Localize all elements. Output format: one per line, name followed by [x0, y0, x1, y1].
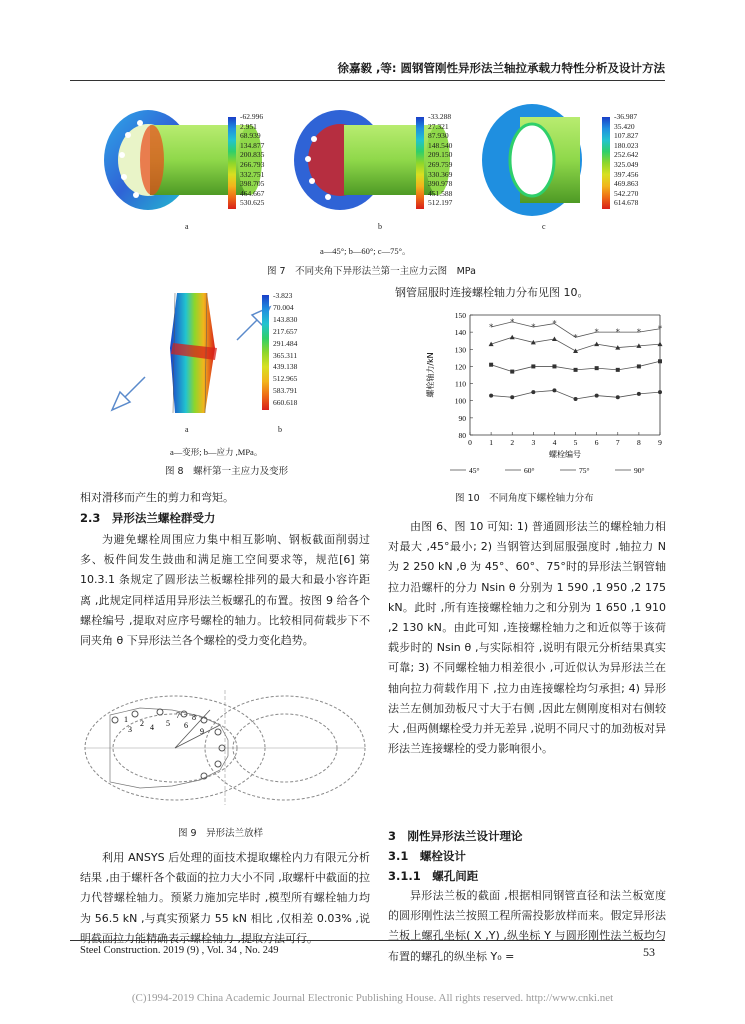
x-tick-label: 0: [468, 438, 472, 447]
y-axis-label: 螺栓轴力/kN: [426, 352, 435, 398]
y-tick-label: 100: [454, 396, 466, 406]
data-point: *: [636, 328, 641, 338]
data-point: [531, 364, 535, 368]
legend-value: 266.793: [240, 159, 265, 169]
data-point: [595, 394, 599, 398]
legend-value: 2.951: [240, 121, 257, 131]
data-point: [594, 342, 599, 347]
x-tick-label: 1: [489, 438, 493, 447]
x-axis-label: 螺栓编号: [549, 450, 581, 459]
fig8-colorbar: [262, 295, 269, 410]
paragraph-conclusion: 由图 6、图 10 可知: 1) 普通圆形法兰的螺栓轴力相对最大 ,45°最小; 2) 当钢管达到屈服强度时 ,轴拉力 N 为 2 250 kN ,θ 为 45°、60°、75°时的异形法兰钢管轴拉力沿螺杆的分力 Nsin θ 分别为 1 590 ,1 950 ,2 175 kN。此时 ,所有连接螺栓轴力之和分别为 1 650 ,1 910 ,2 130 kN。由此可知 ,连接螺栓轴力之和近似等于该荷载步时的 Nsin θ ,与实际相符 ,说明有限元分析结果真实可靠; 3) 不同螺栓轴力相差很小 ,可近似认为异形法兰在轴向拉力荷载作用下 ,拉力由连接螺栓均匀承担; 4) 异形法兰左侧加劲板尺寸大于右侧 ,因此左侧刚度相对右侧较大 ,但两侧螺栓受力并无差异 ,说明不同尺寸的加劲板对异形法兰连接螺栓的受力影响很小。: [388, 520, 666, 756]
data-point: [510, 370, 514, 374]
legend-value: 252.642: [614, 150, 639, 160]
fig9-bolt-number: 2: [140, 719, 144, 728]
data-point: *: [658, 324, 662, 334]
legend-value: 107.827: [614, 131, 639, 141]
fig7c-legend: [614, 112, 638, 208]
y-tick-label: 110: [455, 379, 466, 389]
fig7-sublabel-b: b: [378, 222, 382, 231]
x-tick-label: 9: [658, 438, 662, 447]
figure-7: [100, 95, 660, 270]
data-point: [510, 335, 515, 340]
fig9-bolt-number: 5: [166, 719, 170, 728]
fig9-bolt-number: 1: [124, 715, 128, 724]
copyright-watermark: (C)1994-2019 China Academic Journal Electronic Publishing House. All rights reserved. http://www.cnki.net: [131, 992, 614, 1004]
legend-value: 325.049: [614, 159, 639, 169]
fig9-bolt-number: 9: [200, 727, 204, 736]
data-point: [595, 366, 599, 370]
legend-value: 583.791: [273, 386, 298, 396]
legend-value: 451.588: [428, 188, 453, 198]
legend-value: 439.138: [273, 362, 298, 372]
fig7c-colorbar: [602, 117, 610, 209]
fig10-caption: 图 10 不同角度下螺栓轴力分布: [455, 493, 594, 504]
section-3-1-heading: 3.1 螺栓设计: [388, 849, 466, 863]
y-tick-label: 150: [454, 311, 466, 320]
data-point: *: [594, 328, 599, 338]
legend-value: 330.369: [428, 169, 453, 179]
fig9-bolt-number: 3: [128, 725, 132, 734]
legend-value: 614.678: [614, 198, 639, 208]
data-point: [637, 392, 641, 396]
paragraph-shear: 相对滑移而产生的剪力和弯矩。: [80, 491, 234, 504]
header-rule: [70, 80, 665, 81]
data-point: [616, 395, 620, 399]
legend-value: 512.197: [428, 198, 453, 208]
y-tick-label: 90: [458, 413, 466, 423]
fig7a-legend: [240, 112, 264, 208]
data-point: [658, 359, 662, 363]
data-point: [489, 363, 493, 367]
y-tick-label: 130: [454, 345, 466, 355]
fig8-note: a—变形; b—应力 ,MPa。: [170, 447, 263, 457]
fig7b-legend: [428, 112, 452, 208]
data-point: [574, 368, 578, 372]
fig7-sublabel-a: a: [185, 222, 189, 231]
data-point: *: [552, 319, 557, 329]
y-tick-label: 140: [454, 328, 466, 338]
fig8-legend: [273, 290, 297, 409]
data-point: [637, 364, 641, 368]
legend-label: 90°: [634, 466, 645, 475]
fig7-caption: 图 7 不同夹角下异形法兰第一主应力云图 MPa: [267, 266, 476, 277]
y-tick-label: 80: [458, 431, 466, 440]
x-tick-label: 3: [531, 438, 536, 447]
section-2-3-heading: 2.3 异形法兰螺栓群受力: [80, 511, 216, 525]
section-3-1-1-heading: 3.1.1 螺孔间距: [388, 869, 479, 883]
paragraph-ansys: 利用 ANSYS 后处理的面技术提取螺栓内力有限元分析结果 ,由于螺杆各个截面的拉力大小不同 ,取螺杆中截面的拉力代替螺栓轴力。预紧力施加完毕时 ,模型所有螺栓轴力均为 56.5 kN ,与真实预紧力 55 kN 相比 ,仅相差 0.03% ,说明截面拉力能精确表示螺栓轴力 ,提取方法可行。: [80, 851, 370, 945]
legend-value: 397.456: [614, 169, 639, 179]
data-point: [489, 394, 493, 398]
figure-7-graphics: [100, 95, 660, 225]
data-point: [552, 337, 557, 342]
fig9-bolt-number: 7: [176, 711, 180, 720]
fig7c-model: [482, 104, 582, 216]
footer-rule: [70, 940, 665, 941]
legend-value: 398.705: [240, 179, 265, 189]
legend-value: 469.863: [614, 179, 639, 189]
legend-value: 365.311: [273, 350, 298, 360]
legend-value: -62.996: [240, 112, 264, 121]
legend-value: 542.270: [614, 188, 639, 198]
data-point: *: [510, 317, 515, 327]
x-tick-label: 7: [615, 438, 620, 447]
fig9-bolt-number: 8: [192, 713, 196, 722]
data-point: *: [531, 323, 536, 332]
figure-9-graphics: [80, 690, 370, 805]
x-tick-label: 2: [510, 438, 515, 447]
data-point: [658, 390, 662, 394]
y-tick-label: 120: [454, 362, 466, 372]
legend-value: 35.420: [614, 121, 635, 131]
legend-value: 660.618: [273, 398, 298, 408]
figure-8-graphics: [135, 288, 245, 418]
legend-value: 148.540: [428, 140, 453, 150]
legend-label: 75°: [579, 466, 590, 475]
fig7a-colorbar: [228, 117, 236, 209]
page-number: 53: [643, 945, 655, 959]
fig8-sublabel-a: a: [185, 425, 189, 434]
fig8-caption: 图 8 螺杆第一主应力及变形: [165, 466, 289, 477]
data-point: [574, 397, 578, 401]
legend-value: 291.484: [273, 338, 298, 348]
fig7a-model: [104, 110, 265, 210]
data-point: *: [489, 323, 494, 332]
legend-value: -36.987: [614, 112, 638, 121]
data-point: *: [573, 333, 578, 343]
legend-value: 180.023: [614, 140, 639, 150]
section-3-heading: 3 刚性异形法兰设计理论: [388, 829, 523, 843]
legend-value: 530.625: [240, 198, 265, 208]
legend-value: 87.930: [428, 131, 449, 141]
fig9-bolt-number: 4: [150, 723, 154, 732]
data-point: [552, 388, 556, 392]
legend-value: 332.751: [240, 169, 265, 179]
x-tick-label: 6: [594, 438, 599, 447]
fig7-sublabel-c: c: [542, 222, 546, 231]
paragraph-bolt-group: 为避免螺栓周围应力集中相互影响、钢板截面削弱过多、板件间发生鼓曲和满足施工空间要求等，规范[6] 第 10.3.1 条规定了圆形法兰板螺栓排列的最大和最小容许距离 ,此规定同样适用异形法兰板螺孔的布置。按图 9 给各个螺栓编号 ,提取对应序号螺栓的轴力。比较相同荷载步下不同夹角 θ 下异形法兰各个螺栓的受力变化趋势。: [80, 533, 370, 648]
figure-10-chart: [415, 305, 685, 475]
legend-value: 209.150: [428, 150, 453, 160]
legend-value: 464.667: [240, 188, 265, 198]
data-point: [616, 368, 620, 372]
legend-value: 68.939: [240, 131, 261, 141]
running-header: 徐嘉毅 ,等: 圆钢管刚性异形法兰轴拉承载力特性分析及设计方法: [337, 61, 665, 75]
legend-value: 390.978: [428, 179, 453, 189]
legend-value: 134.877: [240, 140, 265, 150]
x-tick-label: 5: [573, 438, 578, 447]
fig7-note: a—45°; b—60°; c—75°。: [320, 246, 411, 256]
legend-value: 70.004: [273, 302, 294, 312]
fig7b-colorbar: [416, 117, 424, 209]
legend-value: 217.657: [273, 326, 298, 336]
fig9-caption: 图 9 异形法兰放样: [178, 828, 264, 839]
x-tick-label: 4: [552, 438, 557, 447]
fig9-bolt-number: 6: [184, 721, 188, 730]
legend-value: 269.759: [428, 159, 453, 169]
legend-value: 512.965: [273, 374, 298, 384]
data-point: *: [615, 328, 620, 338]
fig8-arrow-down-icon: [110, 372, 150, 412]
legend-value: 143.830: [273, 314, 298, 324]
fig7b-model: [294, 110, 453, 210]
legend-value: -33.288: [428, 112, 452, 121]
fig8-sublabel-b: b: [278, 425, 282, 434]
data-point: [552, 364, 556, 368]
legend-label: 45°: [469, 466, 480, 475]
legend-value: -3.823: [273, 291, 293, 300]
paragraph-bolt-spacing: 异形法兰板的截面 ,根据相同钢管直径和法兰板宽度的圆形刚性法兰按照工程所需投影放样而来。假定异形法兰板上螺孔坐标( X ,Y) ,纵坐标 Y 与圆形刚性法兰板均匀布置的螺孔的纵坐标 Y₀ =: [388, 889, 666, 963]
legend-value: 27.321: [428, 121, 449, 131]
legend-label: 60°: [524, 466, 535, 475]
legend-value: 200.835: [240, 150, 265, 160]
figure-10-intro: 钢管屈服时连接螺栓轴力分布见图 10。: [395, 286, 589, 299]
data-point: [510, 395, 514, 399]
data-point: [531, 390, 535, 394]
journal-citation: Steel Construction. 2019 (9) , Vol. 34 , No. 249: [80, 945, 279, 956]
x-tick-label: 8: [637, 438, 641, 447]
